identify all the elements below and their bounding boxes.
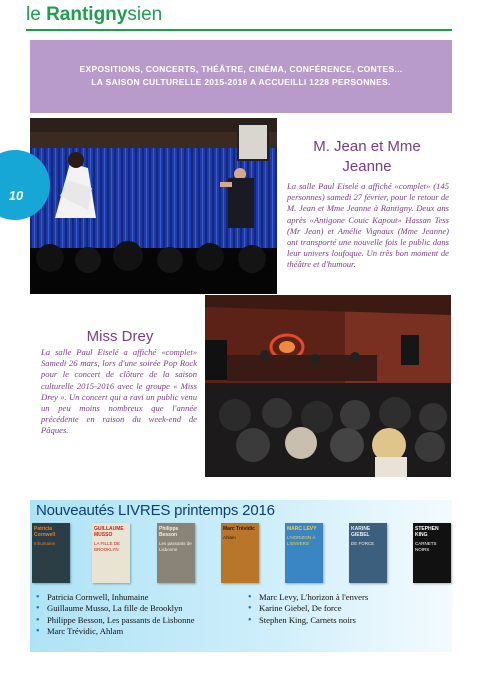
theatre-photo: [30, 118, 277, 294]
article-text-m-jean: La salle Paul Eiselé a affiché «complet» (145 personnes) samedi 27 février, pour le retour de M. Jean et Mme Jeanne à Rantigny. Deux ans après «Antigone Couic Kapout» Hassan Tess (Mr Jean) et Amélie Vignaux (Mme Jeanne) ont transporté une nouvelle fois le public dans leur univers loufoque. Un très bon moment de théâtre et d'humour.: [287, 181, 449, 270]
book-cover-author: Marc Trévidic: [223, 526, 255, 532]
article-title-m-jean: [282, 137, 452, 177]
book-cover-title: Les passants de Lisbonne: [159, 541, 192, 552]
book-cover: [349, 523, 387, 583]
book-cover-title: L'HORIZON À L'ENVERS: [287, 535, 316, 546]
book-cover: [92, 523, 130, 583]
book-cover: [157, 523, 195, 583]
book-cover-title: CARNETS NOIRS: [415, 541, 437, 552]
book-list-item: • Marc Trévidic, Ahlam: [36, 626, 241, 637]
concert-photo: [205, 295, 451, 477]
book-cover: [413, 523, 451, 583]
book-list-left: [36, 592, 241, 638]
book-cover-title: Inhumaine: [34, 541, 56, 546]
article-title-miss-drey: Miss Drey: [86, 328, 154, 345]
header-suffix: sien: [127, 4, 163, 25]
article-title-line-2: Jeanne: [342, 158, 392, 175]
page-header: [26, 4, 162, 26]
banner-line-1: EXPOSITIONS, CONCERTS, THÉÂTRE, CINÉMA, CONFÉRENCE, CONTES...: [79, 64, 403, 74]
book-cover-author: GUILLAUME MUSSO: [94, 526, 124, 538]
book-list-item: • Marc Levy, L'horizon à l'envers: [248, 592, 448, 603]
book-cover-title: Ahlam: [223, 535, 236, 540]
book-cover: [32, 523, 70, 583]
article-title-line-1: M. Jean et Mme: [313, 138, 421, 155]
article-text-miss-drey: La salle Paul Eiselé a affiché «complet» Samedi 26 mars, lors d'une soirée Pop Rock pour le concert de clôture de la saison culturelle 2015-2016 avec le groupe « Miss Drey ». Un concert qui a ravi un public venu un peu moins nombreux que l'année précédente en raison du week-end de Pâques.: [41, 347, 197, 436]
season-banner: [30, 40, 452, 113]
book-cover-author: KARINE GIEBEL: [351, 526, 371, 538]
page-number: 10: [8, 188, 24, 203]
book-cover-title: LA FILLE DE BROOKLYN: [94, 541, 121, 552]
book-cover: [285, 523, 323, 583]
book-cover-author: STEPHEN KING: [415, 526, 439, 538]
book-cover: [221, 523, 259, 583]
book-list-item: • Guillaume Musso, La fille de Brooklyn: [36, 603, 241, 614]
header-divider: [26, 29, 452, 31]
books-section-title: Nouveautés LIVRES printemps 2016: [36, 502, 275, 519]
book-cover-author: MARC LEVY: [287, 526, 317, 532]
book-cover-author: Philippe Besson: [159, 526, 179, 538]
book-list-item: • Patricia Cornwell, Inhumaine: [36, 592, 241, 603]
header-town-name: Rantigny: [46, 4, 128, 25]
book-list-item: • Karine Giebel, De force: [248, 603, 448, 614]
book-list-item: • Stephen King, Carnets noirs: [248, 615, 448, 626]
book-cover-author: Patricia Cornwell: [34, 526, 56, 538]
header-prefix: le: [26, 4, 47, 25]
book-list-item: • Philippe Besson, Les passants de Lisbonne: [36, 615, 241, 626]
book-cover-title: DE FORCE: [351, 541, 375, 546]
book-list-right: [248, 592, 448, 626]
banner-line-2: LA SAISON CULTURELLE 2015-2016 A ACCUEILLI 1228 PERSONNES.: [91, 77, 391, 87]
